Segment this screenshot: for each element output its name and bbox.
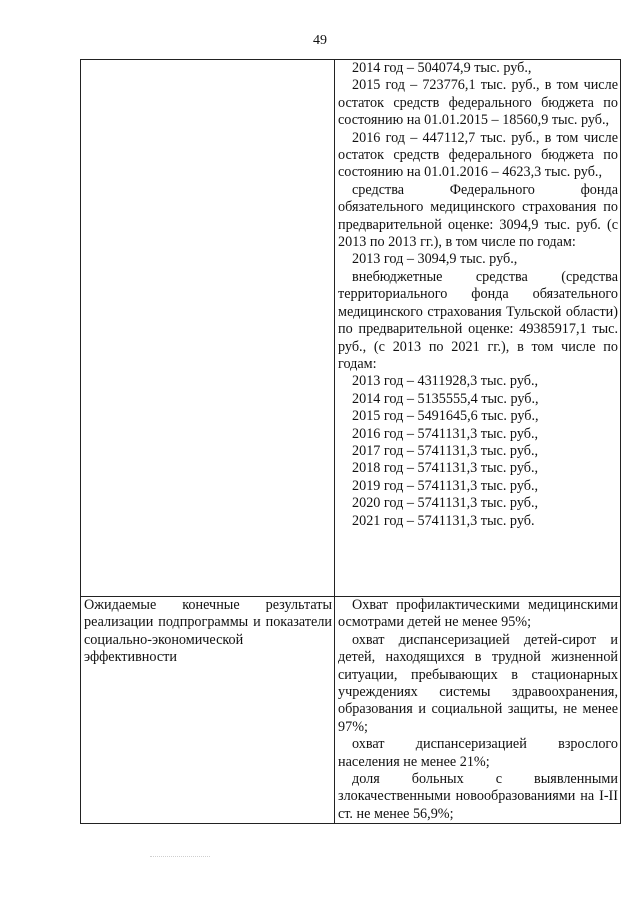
financing-paragraph: 2014 год – 504074,9 тыс. руб.,	[352, 60, 532, 76]
financing-paragraph: 2016 год – 447112,7 тыс. руб., в том числе остаток средств федерального бюджета по состоянию на 01.01.2016 – 4623,3 тыс. руб.,	[338, 129, 618, 181]
financing-paragraph: 2015 год – 723776,1 тыс. руб., в том числе остаток средств федерального бюджета по состоянию на 01.01.2015 – 18560,9 тыс. руб.,	[338, 77, 618, 129]
result-indicator: охват диспансеризацией детей-сирот и детей, находящихся в трудной жизненной ситуации, пребывающих в стационарных учреждениях системы здравоохранения, образования и социальной защиты, не менее 97%;	[338, 631, 618, 735]
results-label-cell	[81, 597, 335, 824]
year-amount-line: 2019 год – 5741131,3 тыс. руб.,	[352, 477, 539, 494]
result-indicator: Охват профилактическими медицинскими осмотрами детей не менее 95%;	[338, 597, 618, 631]
year-amount-line: 2018 год – 5741131,3 тыс. руб.,	[352, 460, 539, 477]
table-row-results	[81, 597, 621, 824]
year-amount-line: 2015 год – 5491645,6 тыс. руб.,	[352, 408, 539, 425]
year-amount-line: 2013 год – 4311928,3 тыс. руб.,	[352, 373, 539, 390]
page-number: 49	[313, 33, 327, 48]
financing-paragraph: внебюджетные средства (средства территориального фонда обязательного медицинского страхования Тульской области) по предварительной оценке: 49385917,1 тыс. руб., (с 2013 по 2021 гг.), в том числе по годам:	[338, 268, 618, 372]
year-amount-line: 2021 год – 5741131,3 тыс. руб.	[352, 512, 535, 529]
result-indicator: охват диспансеризацией взрослого населения не менее 21%;	[338, 736, 618, 770]
table-row-financing	[81, 60, 621, 597]
year-amount-line: 2014 год – 5135555,4 тыс. руб.,	[352, 390, 539, 407]
results-value-cell	[335, 597, 621, 824]
results-label: Ожидаемые конечные результаты реализации подпрограммы и показатели социально-экономической эффективности	[84, 597, 332, 666]
financing-paragraph: 2013 год – 3094,9 тыс. руб.,	[352, 251, 518, 268]
financing-label-cell	[81, 60, 335, 597]
financing-paragraph: средства Федерального фонда обязательного медицинского страхования по предварительной оценке: 3094,9 тыс. руб. (с 2013 по 2013 гг.), в том числе по годам:	[338, 181, 618, 251]
program-table	[80, 59, 621, 824]
result-indicator: доля больных с выявленными злокачественными новообразованиями на I-II ст. не менее 56,9%;	[338, 771, 618, 822]
scan-artifact	[150, 856, 210, 859]
year-amount-line: 2016 год – 5741131,3 тыс. руб.,	[352, 425, 539, 442]
year-amount-line: 2020 год – 5741131,3 тыс. руб.,	[352, 495, 539, 512]
financing-value-cell	[335, 60, 621, 597]
year-amount-line: 2017 год – 5741131,3 тыс. руб.,	[352, 442, 539, 459]
